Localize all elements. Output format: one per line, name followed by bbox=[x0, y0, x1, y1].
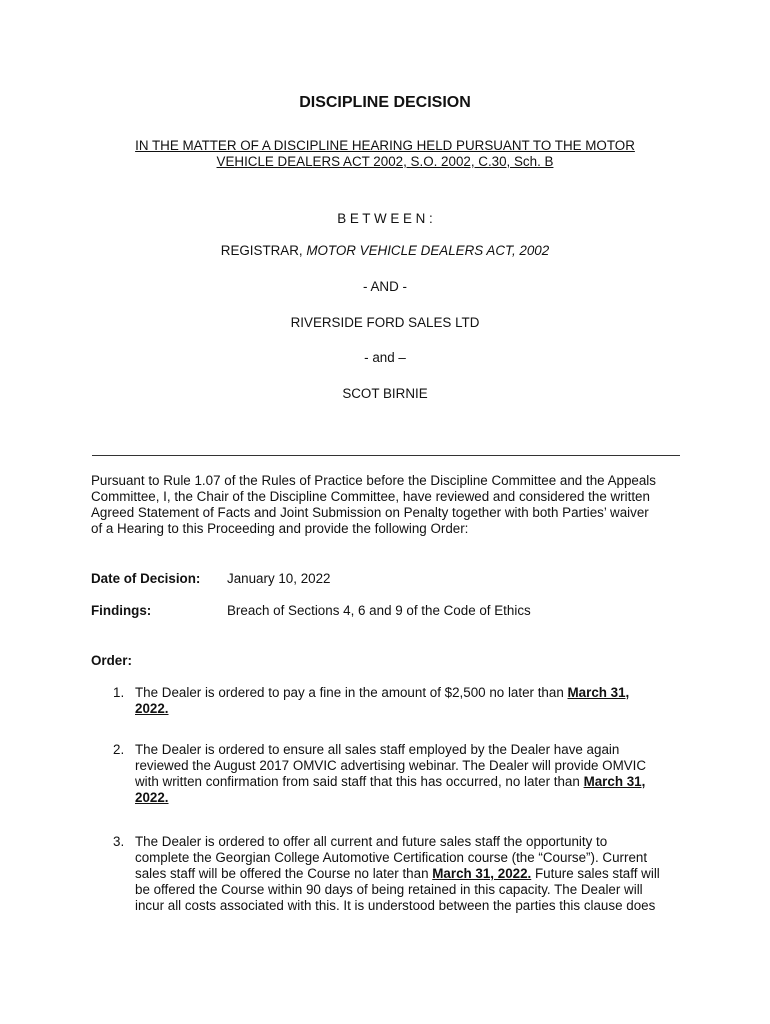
item-text: The Dealer is ordered to pay a fine in the amount of $2,500 no later than bbox=[135, 685, 568, 700]
item-number: 2. bbox=[113, 742, 125, 757]
item-line bbox=[135, 866, 660, 882]
item-line: The Dealer is ordered to offer all current and future sales staff the opportunity to bbox=[135, 834, 608, 849]
intro-line: Agreed Statement of Facts and Joint Submission on Penalty together with both Parties’ waiver bbox=[91, 505, 649, 520]
item-line bbox=[135, 774, 645, 790]
intro-line: Pursuant to Rule 1.07 of the Rules of Practice before the Discipline Committee and the Appeals bbox=[91, 473, 656, 488]
findings-label: Findings: bbox=[91, 603, 152, 618]
item-line: reviewed the August 2017 OMVIC advertising webinar. The Dealer will provide OMVIC bbox=[135, 758, 647, 773]
divider bbox=[92, 455, 680, 456]
item-text: with written confirmation from said staff that this has occurred, no later than bbox=[135, 774, 584, 789]
item-number: 3. bbox=[113, 834, 125, 849]
intro-line: Committee, I, the Chair of the Discipline Committee, have reviewed and considered the written bbox=[91, 489, 650, 504]
date-value: January 10, 2022 bbox=[227, 571, 331, 586]
item-line: The Dealer is ordered to ensure all sales staff employed by the Dealer have again bbox=[135, 742, 620, 757]
between-label: B E T W E E N : bbox=[337, 211, 433, 226]
party-individual: SCOT BIRNIE bbox=[342, 386, 428, 401]
matter-line-1: IN THE MATTER OF A DISCIPLINE HEARING HELD PURSUANT TO THE MOTOR bbox=[135, 138, 635, 153]
date-label: Date of Decision: bbox=[91, 571, 201, 586]
item-line: complete the Georgian College Automotive Certification course (the “Course”). Current bbox=[135, 850, 648, 865]
registrar-prefix: REGISTRAR, bbox=[220, 243, 307, 258]
deadline: March 31, bbox=[583, 774, 646, 789]
item-line: incur all costs associated with this. It is understood between the parties this clause does bbox=[135, 898, 656, 913]
matter-line-2: VEHICLE DEALERS ACT 2002, S.O. 2002, C.30, Sch. B bbox=[216, 154, 554, 169]
and-lower: - and – bbox=[364, 350, 406, 365]
item-line bbox=[135, 685, 629, 701]
deadline: March 31, bbox=[567, 685, 630, 700]
intro-line: of a Hearing to this Proceeding and provide the following Order: bbox=[91, 521, 469, 536]
document-title: DISCIPLINE DECISION bbox=[299, 94, 471, 111]
findings-value: Breach of Sections 4, 6 and 9 of the Code of Ethics bbox=[227, 603, 531, 618]
registrar-line bbox=[0, 243, 770, 259]
registrar-act: MOTOR VEHICLE DEALERS ACT, 2002 bbox=[306, 243, 550, 258]
item-text: Future sales staff will bbox=[531, 866, 660, 881]
party-dealer: RIVERSIDE FORD SALES LTD bbox=[290, 315, 480, 330]
item-line: be offered the Course within 90 days of being retained in this capacity. The Dealer will bbox=[135, 882, 643, 897]
deadline: March 31, 2022. bbox=[432, 866, 532, 881]
item-number: 1. bbox=[113, 685, 125, 700]
deadline: 2022. bbox=[135, 790, 169, 805]
and-upper: - AND - bbox=[363, 279, 407, 294]
item-text: sales staff will be offered the Course no later than bbox=[135, 866, 433, 881]
order-label: Order: bbox=[91, 653, 132, 668]
deadline: 2022. bbox=[135, 701, 169, 716]
